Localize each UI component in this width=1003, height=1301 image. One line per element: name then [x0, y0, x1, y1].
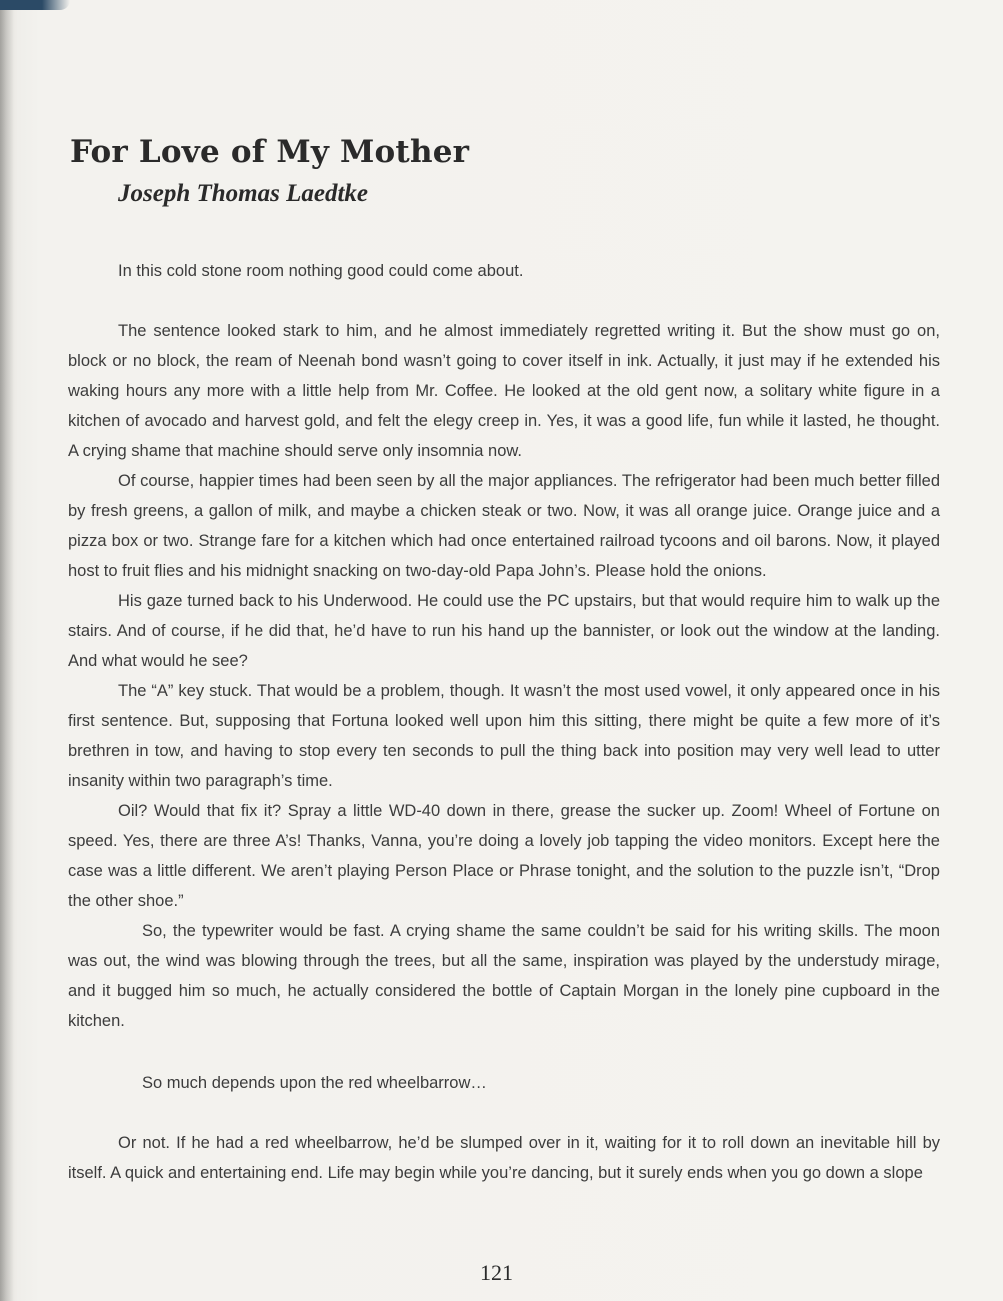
- final-paragraph: Or not. If he had a red wheelbarrow, he’d be slumped over in it, waiting for it to roll down an inevitable hill by itself. A quick and entertaining end. Life may begin while you’re dancing, but it surely ends when you go down a slope: [68, 1134, 940, 1182]
- author-name: Joseph Thomas Laedtke: [118, 180, 368, 207]
- paragraph: So, the typewriter would be fast. A crying shame the same couldn’t be said for his writing skills. The moon was out, the wind was blowing through the trees, but all the same, inspiration was played by the understudy mirage, and it bugged him so much, he actually considered the bottle of Captain Morgan in the lonely pine cupboard in the kitchen.: [68, 922, 940, 1030]
- quote-line: So much depends upon the red wheelbarrow…: [142, 1074, 487, 1092]
- opening-line: In this cold stone room nothing good could come about.: [118, 262, 524, 280]
- paragraph: The sentence looked stark to him, and he almost immediately regretted writing it. But the show must go on, block or no block, the ream of Neenah bond wasn’t going to cover itself in ink. Actually, it just may if he extended his waking hours any more with a little help from Mr. Coffee. He looked at the old gent now, a solitary white figure in a kitchen of avocado and harvest gold, and felt the elegy creep in. Yes, it was a good life, fun while it lasted, he thought. A crying shame that machine should serve only insomnia now.: [68, 322, 940, 460]
- corner-mark: [0, 0, 70, 10]
- paragraph: Of course, happier times had been seen by all the major appliances. The refrigerator had been much better filled by fresh greens, a gallon of milk, and maybe a chicken steak or two. Now, it was all orange juice. Orange juice and a pizza box or two. Strange fare for a kitchen which had once entertained railroad tycoons and oil barons. Now, it played host to fruit flies and his midnight snacking on two-day-old Papa John’s. Please hold the onions.: [68, 472, 940, 580]
- paragraph: The “A” key stuck. That would be a problem, though. It wasn’t the most used vowel, it only appeared once in his first sentence. But, supposing that Fortuna looked well upon him this sitting, there might be quite a few more of it’s brethren in tow, and having to stop every ten seconds to pull the thing back into position may very well lead to utter insanity within two paragraph’s time.: [68, 682, 940, 790]
- paragraph: Oil? Would that fix it? Spray a little WD-40 down in there, grease the sucker up. Zoom! Wheel of Fortune on speed. Yes, there are three A’s! Thanks, Vanna, you’re doing a lovely job tapping the video monitors. Except here the case was a little different. We aren’t playing Person Place or Phrase tonight, and the solution to the puzzle isn’t, “Drop the other shoe.”: [68, 802, 940, 910]
- story-title: For Love of My Mother: [70, 134, 470, 170]
- spine-shadow: [0, 0, 14, 1301]
- page-number: 121: [480, 1260, 513, 1285]
- paragraph: His gaze turned back to his Underwood. He could use the PC upstairs, but that would require him to walk up the stairs. And of course, if he did that, he’d have to run his hand up the bannister, or look out the window at the landing. And what would he see?: [68, 592, 940, 670]
- story-body: [68, 316, 940, 1036]
